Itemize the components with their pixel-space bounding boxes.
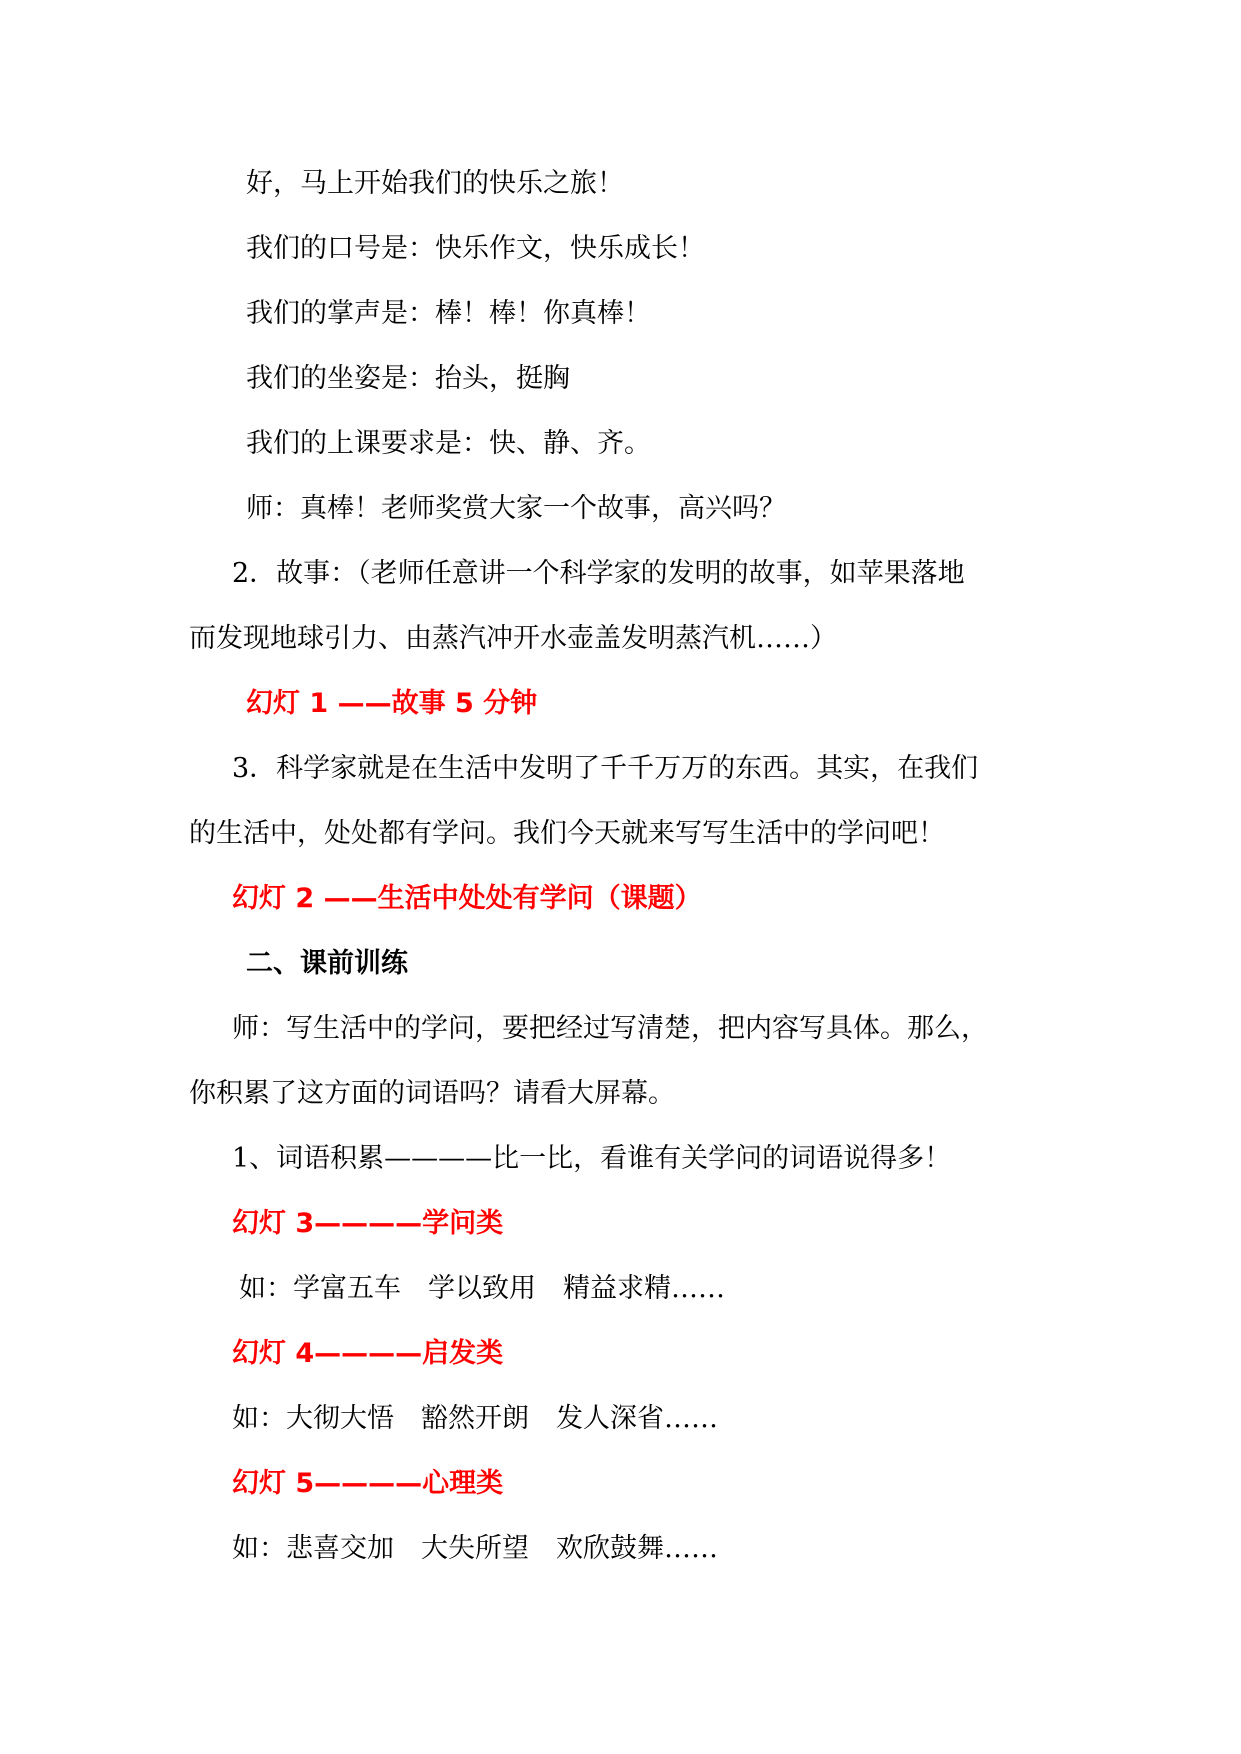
text-line: 我们的坐姿是：抬头，挺胸 <box>246 363 570 394</box>
slide-label: 幻灯 1 ——故事 5 分钟 <box>246 688 538 719</box>
text-line: 我们的上课要求是：快、静、齐。 <box>246 428 651 459</box>
text-line: 而发现地球引力、由蒸汽冲开水壶盖发明蒸汽机……） <box>189 623 837 654</box>
text-line: 的生活中，处处都有学问。我们今天就来写写生活中的学问吧！ <box>189 818 945 849</box>
text-line: 如：学富五车 学以致用 精益求精…… <box>239 1273 725 1304</box>
text-line: 1、词语积累————比一比，看谁有关学问的词语说得多！ <box>232 1143 952 1174</box>
text-line: 你积累了这方面的词语吗？请看大屏幕。 <box>189 1078 675 1109</box>
slide-label: 幻灯 4————启发类 <box>232 1338 504 1369</box>
text-line: 我们的掌声是：棒！棒！你真棒！ <box>246 298 651 329</box>
slide-label: 幻灯 5————心理类 <box>232 1468 504 1499</box>
text-line: 如：大彻大悟 豁然开朗 发人深省…… <box>232 1403 718 1434</box>
text-line: 2．故事：（老师任意讲一个科学家的发明的故事，如苹果落地 <box>232 558 965 589</box>
section-heading: 二、课前训练 <box>246 948 408 979</box>
slide-label: 幻灯 2 ——生活中处处有学问（课题） <box>232 883 702 914</box>
text-line: 好，马上开始我们的快乐之旅！ <box>246 168 624 199</box>
text-line: 我们的口号是：快乐作文，快乐成长！ <box>246 233 705 264</box>
text-line: 师：写生活中的学问，要把经过写清楚，把内容写具体。那么， <box>232 1013 988 1044</box>
text-line: 如：悲喜交加 大失所望 欢欣鼓舞…… <box>232 1533 718 1564</box>
slide-label: 幻灯 3————学问类 <box>232 1208 504 1239</box>
text-line: 3．科学家就是在生活中发明了千千万万的东西。其实，在我们 <box>232 753 979 784</box>
text-line: 师：真棒！老师奖赏大家一个故事，高兴吗？ <box>246 493 786 524</box>
